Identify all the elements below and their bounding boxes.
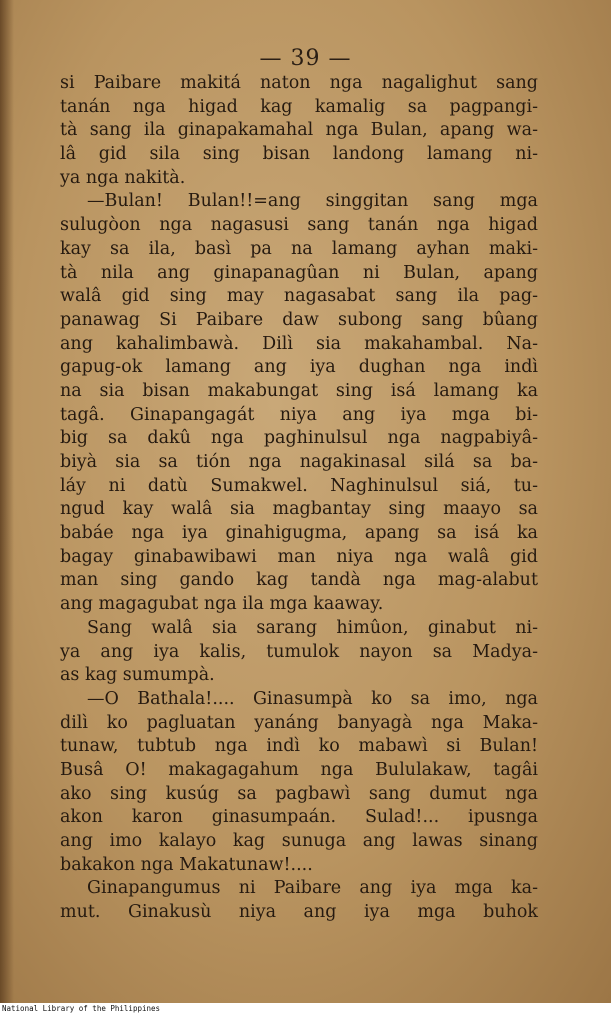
text-line: big sa dakû nga paghinulsul nga nagpabiyâ- (60, 428, 538, 449)
text-line: tunaw, tubtub nga indì ko mabawì si Bulan! (60, 736, 538, 757)
text-line: tà sang ila ginapakamahal nga Bulan, apang wa- (60, 120, 538, 141)
page-number: — 39 — (259, 46, 352, 71)
text-line: biyà sia sa tión nga nagakinasal silá sa ba- (60, 452, 538, 472)
text-line: lâ gid sila sing bisan landong lamang ni- (60, 144, 538, 165)
text-line: bagay ginabawibawi man niya nga walâ gid (60, 546, 538, 567)
text-line: Busâ O! makagagahum nga Bululakaw, tagâi (60, 759, 538, 780)
text-line: ya ang iya kalis, tumulok nayon sa Madya- (60, 641, 538, 662)
text-line: tanán nga higad kag kamalig sa pagpangi- (60, 96, 538, 117)
text-line: ang magagubat nga ila mga kaaway. (60, 594, 384, 615)
text-line: ya nga nakità. (60, 167, 186, 188)
text-line: ngud kay walâ sia magbantay sing maayo sa (60, 499, 538, 520)
text-line: na sia bisan makabungat sing isá lamang ka (60, 380, 538, 401)
text-line: tagâ. Ginapangagát niya ang iya mga bi- (60, 404, 538, 425)
text-line: ang imo kalayo kag sunuga ang lawas sinang (60, 831, 538, 851)
text-line: man sing gando kag tandà nga mag-alabut (60, 570, 538, 591)
text-line: gapug-ok lamang ang iya dughan nga indì (60, 357, 538, 378)
text-line: sulugòon nga nagasusi sang tanán nga higad (60, 215, 538, 236)
text-line: akon karon ginasumpaán. Sulad!... ipusnga (60, 807, 538, 828)
body-text (60, 72, 538, 925)
page-binding-shadow (0, 0, 14, 1003)
text-line: mut. Ginakusù niya ang iya mga buhok (60, 902, 538, 923)
text-line: babáe nga iya ginahigugma, apang sa isá ka (60, 523, 538, 544)
text-line: Sang walâ sia sarang himûon, ginabut ni- (87, 617, 538, 638)
text-line: ako sing kusúg sa pagbawì sang dumut nga (60, 783, 538, 804)
text-line: láy ni datù Sumakwel. Naghinulsul siá, tu- (60, 475, 538, 496)
text-line: dilì ko pagluatan yanáng banyagà nga Maka- (60, 712, 538, 733)
text-line: ang kahalimbawà. Dilì sia makahambal. Na- (60, 333, 538, 354)
text-line: walâ gid sing may nagasabat sang ila pag- (60, 286, 538, 307)
text-line: as kag sumumpà. (60, 665, 215, 686)
text-line: Ginapangumus ni Paibare ang iya mga ka- (87, 878, 538, 899)
text-line: bakakon nga Makatunaw!.... (60, 854, 313, 875)
footer-credit: National Library of the Philippines (2, 1004, 161, 1013)
text-line: tà nila ang ginapanagûan ni Bulan, apang (60, 262, 538, 283)
text-line: si Paibare makitá naton nga nagalighut sang (60, 73, 538, 93)
text-line: —O Bathala!.... Ginasumpà ko sa imo, nga (87, 688, 538, 709)
text-line: panawag Si Paibare daw subong sang bûang (60, 309, 538, 330)
text-line: kay sa ila, basì pa na lamang ayhan maki- (60, 238, 538, 259)
text-line: —Bulan! Bulan!!=ang singgitan sang mga (87, 191, 538, 212)
